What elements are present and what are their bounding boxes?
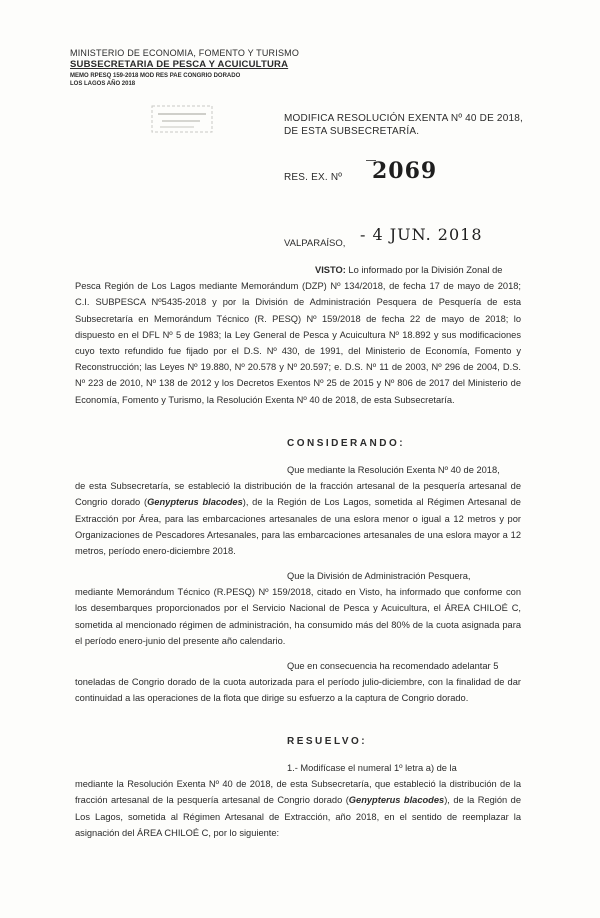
place-label: VALPARAÍSO, [284, 238, 346, 249]
considerando-1-first-line: Que mediante la Resolución Exenta Nº 40 de 2018, [287, 465, 500, 475]
ministry-name: MINISTERIO DE ECONOMIA, FOMENTO Y TURISMO [70, 48, 300, 58]
resolution-number: 2069 [372, 158, 438, 184]
considerando-3-text: toneladas de Congrio dorado de la cuota autorizada para el período julio-diciembre, con la finalidad de dar continuidad a las operaciones de la flota que dirige su esfuerzo a la captura de Congrio dorado. [75, 677, 521, 704]
visto-first-line: Lo informado por la División Zonal de [348, 265, 503, 275]
resuelvo-1-pre: mediante la Resolución Exenta Nº 40 de 2018, de esta Subsecretaría, que estableció la distribución de la fracción artesanal de la pesquería artesanal de Congrio dorado ( [75, 779, 521, 806]
considerando-heading: CONSIDERANDO: [287, 438, 406, 449]
resolution-subject: MODIFICA RESOLUCIÓN EXENTA Nº 40 DE 2018, DE ESTA SUBSECRETARÍA. [284, 113, 523, 137]
visto-paragraph [75, 262, 521, 408]
considerando-2-text: mediante Memorándum Técnico (R.PESQ) Nº 159/2018, citado en Visto, ha informado que conforme con los desembarques proporcionados por el Servicio Nacional de Pesca y Acuicultura, el ÁREA CHILOÉ C, sometida al mencionado régimen de administración, ha consumido más del 80% de la cuota asignada para el período enero-junio del presente año calendario. [75, 587, 521, 646]
considerando-1-post: ), de la Región de Los Lagos, sometida al Régimen Artesanal de Extracción por Área, para las embarcaciones artesanales de una eslora menor o igual a 12 metros y por Organizaciones de Pescadores Artesanales, para las embarcaciones artesanales de una eslora mayor a 12 metros, período enero-diciembre 2018. [75, 497, 521, 557]
considerando-1-pre: de esta Subsecretaría, se estableció la distribución de la fracción artesanal de la pesquería artesanal de Congrio dorado ( [75, 481, 521, 508]
subsecretaria-name: SUBSECRETARIA DE PESCA Y ACUICULTURA [70, 59, 289, 70]
received-stamp [150, 104, 214, 134]
visto-lead: VISTO: [315, 265, 346, 275]
species-name: Genypterus blacodes [348, 795, 445, 806]
considerando-paragraph-3 [75, 658, 521, 707]
resuelvo-1-post: ), de la Región de Los Lagos, sometida al Régimen Artesanal de Extracción, año 2018, en el sentido de reemplazar la asignación del ÁREA CHILOÉ C, por lo siguiente: [75, 795, 521, 838]
resuelvo-heading: RESUELVO: [287, 736, 368, 747]
resolution-number-label: RES. EX. Nº [284, 172, 343, 183]
reference-line-1: MEMO RPESQ 159-2018 MOD RES PAE CONGRIO DORADO [70, 73, 241, 79]
considerando-3-first-line: Que en consecuencia ha recomendado adelantar 5 [287, 661, 499, 671]
species-name: Genypterus blacodes [147, 497, 243, 508]
letterhead [70, 48, 300, 88]
reference-line-2: LOS LAGOS AÑO 2018 [70, 81, 136, 87]
resuelvo-paragraph-1 [75, 760, 521, 841]
considerando-paragraph-2 [75, 568, 521, 649]
considerando-2-first-line: Que la División de Administración Pesquera, [287, 571, 471, 581]
resolution-date: - 4 JUN. 2018 [360, 225, 483, 244]
considerando-paragraph-1 [75, 462, 521, 559]
visto-text: Pesca Región de Los Lagos mediante Memorándum (DZP) Nº 134/2018, de fecha 17 de mayo de 2018; C.I. SUBPESCA Nº5435-2018 y por la División de Administración Pesquera de Pesquería de esta Subsecretaría en Memorándum Técnico (R. PESQ) Nº 159/2018 de fecha 22 de mayo de 2018; lo dispuesto en el DFL Nº 5 de 1983; la Ley General de Pesca y Acuicultura Nº 18.892 y sus modificaciones cuyo texto refundido fue fijado por el D.S. Nº 430, de 1991, del Ministerio de Economía, Fomento y Reconstrucción; las Leyes Nº 19.880, Nº 20.578 y Nº 20.597; e. D.S. Nº 11 de 2003, Nº 296 de 2004, D.S. Nº 223 de 2010, Nº 138 de 2012 y los Decretos Exentos Nº 25 de 2015 y Nº 806 de 2017 del Ministerio de Economía, Fomento y Turismo, la Resolución Exenta Nº 40 de 2018, de esta Subsecretaría. [75, 281, 521, 405]
resuelvo-1-first-line: 1.- Modifícase el numeral 1º letra a) de la [287, 763, 457, 773]
